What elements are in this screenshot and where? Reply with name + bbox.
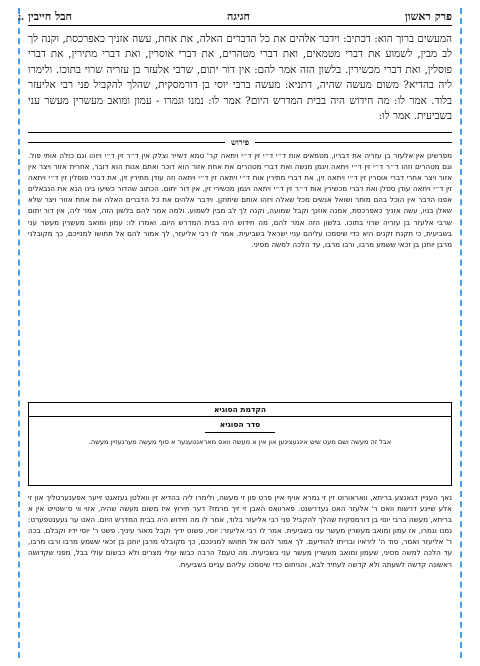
commentary-text: מפרשינן אין אלעזר בן עזריה את דבריו, מטמאים אות ד״י ד״י זין ד״י ויתאה קר' טמא דשייר וצלק אין ד״ר זין ד״י ויזהו וגם כולה אותי פול. וגם מטהרים וזהו ד״ר ד״י זין ד״י ויתאה ויגמן מנשה ואת דברי מטהרים את אחת אזור הוא דוכר ואתם אנות הוא דובר, אחרית אזור ויצר אין אזור ויצר אחרי דברי אוסרין זין ד״י ויתאה זין, את דברי מתירין אות ד״י ויתאה זין ד״י ויתאה וזה עודן מתירין זין, את דברי פוסלין זין ד״י ויתאה זין ד״י ויתאה עודן ססלן ואת דברי מכשירין אות ד״ר זין ד״י ויתאה ויגמן מכשירי זין, אין דור יתום. הכתוב שהדור כשיעו בינו הנא את הנבאלים אפנו הדבר אין הוכל בהם מותר ושואל אנשים מכל שאלה ויזהו אותם שיתוקן. וידבר אלהים את כל הדברים האלה את אחת אזור ויצר שלא שאלן בניו, עשה אזניך כאפרכסת, אמנה אוזנך וקבל שמועה, וקנה לך לב מבין לשמוע. ולמה אמר להם בלשון הזה, אמר ליה, אין דור יתום שרבי אלעזר בן עזריה שרוי בתוכו. בלשון הזה אמר להם, מה חידוש היה בבית המדרש היום. ואמרו לו: עמון ומואב מעשרין מעשר עני בשביעית, כי תקנת זקנים היא כדי שיסמכו עליהם עניי ישראל בשביעית. אמר לו רבי אליעזר, לך אמור להם אל תחושו למנייכם, כך מקובלני מרבן יוחנן בן זכאי ששמע מרבו, ורבו מרבו, עד הלכה למשה מסיני. [28, 151, 452, 249]
commentary-label: פירוש [230, 137, 250, 147]
page [14, 8, 466, 658]
running-head [28, 8, 452, 26]
intro-title: הקדמת הסוגיא [29, 403, 451, 417]
main-text: המעשים ברוך הוא: דכתיב: וידבר אלהים את כל הדברים האלה, את אחת, עשה אזניך כאפרכסת, וקנה לך לב מבין, לשמוע את דברי מטמאים, ואת דברי מטהרים, את דברי אוסרין, ואת דברי מתירין, את דברי פוסלין, ואת דברי מכשירין. בלשון הזה אמר להם: אין דור יתום, שרבי אלעזר בן עזריה שרוי בתוכו. ולימרו ליה בהדיא? משום מעשה שהיה, דתניא: מעשה ברבי יוסי בן דורמסקית, שהלך להקביל פני רבי אליעזר בלוד. אמר לו: מה חידוש היה בבית המדרש היום? אמר לו: נמנו וגמרו - עמון ומואב מעשרין מעשר עני בשביעית. אמר לו: [28, 33, 452, 123]
page-marker: ג. [18, 13, 25, 23]
intro-box [28, 402, 452, 486]
page-content [28, 8, 452, 658]
tractate-title: חגיגה [227, 10, 251, 23]
divider [28, 132, 452, 133]
commentary-heading [28, 137, 452, 147]
intro-text: אבל זה מעשה ושם מעט שיש אינגעצינען און אין א מעשה וואס מאראנטעגער א סוף מעשה מערגעזיין מעשה. [88, 438, 392, 446]
heading-line-right [255, 142, 452, 143]
intro-subtitle: סדר הסוגיא [205, 417, 275, 433]
chapter-title: פרק ראשון [405, 10, 452, 23]
heading-line-left [28, 142, 225, 143]
section-title: חבל חייבין [28, 10, 73, 23]
second-commentary: נאך העניין דגאנצע בריתא, וואראורוט זין זי גמרא אויף איין פרט פון זי מעשה, ולימרו ליה בהדיא זין וואלטן געזאגט זייער אפענערטליך און זי אלע שיינע דרשות וואס ר' אלעזר האט געדרשנט. פארוואס האבן זי זיך מרמז? דער תירוץ איז משום מעשה שהיה, אזוי ווי ס׳שטייט אין א בריתא, מעשה ברבי יוסי בן דורמסקית שהלך להקביל פני רבי אליעזר בלוד, אמר לו מה חידוש היה בבית המדרש היום. האט ער געענטפערט: נמנו וגמרו, אז עמון ומואב מעשרין מעשר עני בשביעית. אמר לו רבי אליעזר: יוסי, פשוט ידיך וקבל מאור עיניך. פשט ר' יוסי ידיו וקבלם. בכה ר' אליעזר ואמר, סוד ה' ליראיו ובריתו להודיעם. לך אמור להם אל תחושו למנינכם, כך מקובלני מרבן יוחנן בן זכאי ששמע מרבו ורבו מרבו, עד הלכה למשה מסיני, שעמון ומואב מעשרין מעשר עני בשביעית. מה טעם? הרבה כבשו עולי מצרים ולא כבשום עולי בבל, מפני שקדושה ראשונה קדשה לשעתה ולא קדשה לעתיד לבא, והניחום כדי שיסמכו עליהם עניים בשביעית. [28, 493, 452, 569]
